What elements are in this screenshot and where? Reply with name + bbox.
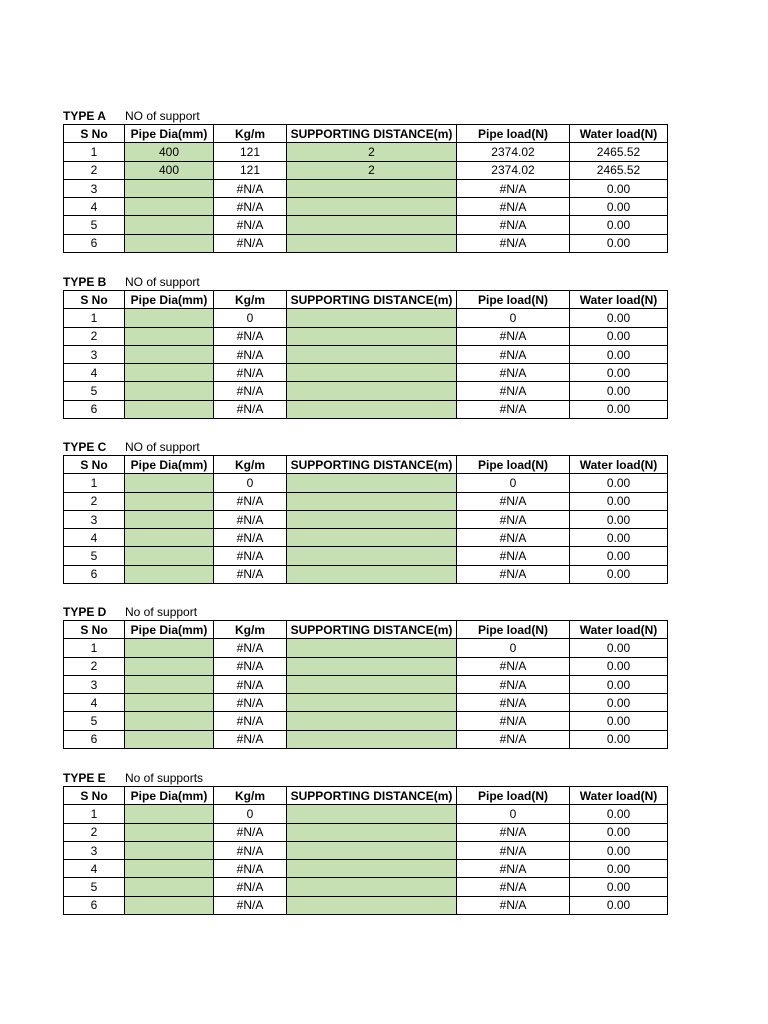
sno-cell: 2 xyxy=(64,161,125,179)
header-row xyxy=(64,456,668,474)
table-row xyxy=(64,216,668,234)
table-row xyxy=(64,234,668,252)
kg-per-m-cell: #N/A xyxy=(214,694,287,712)
pipe-dia-cell[interactable] xyxy=(125,400,214,418)
sno-cell: 5 xyxy=(64,547,125,565)
type-label: TYPE D xyxy=(63,605,107,619)
water-load-cell: 0.00 xyxy=(570,309,668,327)
water-load-cell: 0.00 xyxy=(570,657,668,675)
kg-per-m-cell: #N/A xyxy=(214,841,287,859)
water-load-cell: 0.00 xyxy=(570,216,668,234)
kg-per-m-cell: #N/A xyxy=(214,382,287,400)
water-load-cell: 0.00 xyxy=(570,345,668,363)
sno-cell: 3 xyxy=(64,179,125,197)
water-load-cell: 0.00 xyxy=(570,730,668,748)
kg-per-m-cell: 121 xyxy=(214,143,287,161)
type-label: TYPE B xyxy=(63,275,107,289)
pipe-dia-cell[interactable] xyxy=(125,529,214,547)
type-e-block xyxy=(63,770,667,915)
supporting-distance-cell[interactable] xyxy=(287,675,457,693)
pipe-load-cell: #N/A xyxy=(457,529,570,547)
pipe-dia-cell[interactable] xyxy=(125,860,214,878)
supporting-distance-cell[interactable] xyxy=(287,639,457,657)
header-supporting-distance: SUPPORTING DISTANCE(m) xyxy=(287,125,457,143)
water-load-cell: 0.00 xyxy=(570,860,668,878)
kg-per-m-cell: #N/A xyxy=(214,327,287,345)
supporting-distance-cell[interactable] xyxy=(287,823,457,841)
sno-cell: 2 xyxy=(64,492,125,510)
kg-per-m-cell: #N/A xyxy=(214,712,287,730)
kg-per-m-cell: #N/A xyxy=(214,198,287,216)
kg-per-m-cell: #N/A xyxy=(214,529,287,547)
table-row xyxy=(64,161,668,179)
supporting-distance-cell[interactable] xyxy=(287,309,457,327)
pipe-load-cell: 0 xyxy=(457,805,570,823)
header-supporting-distance: SUPPORTING DISTANCE(m) xyxy=(287,787,457,805)
type-d-block xyxy=(63,604,667,749)
header-pipe-load: Pipe load(N) xyxy=(457,125,570,143)
header-supporting-distance: SUPPORTING DISTANCE(m) xyxy=(287,291,457,309)
pipe-load-cell: #N/A xyxy=(457,841,570,859)
header-pipe-load: Pipe load(N) xyxy=(457,621,570,639)
table-row xyxy=(64,474,668,492)
header-sno: S No xyxy=(64,787,125,805)
supporting-distance-cell[interactable] xyxy=(287,565,457,583)
pipe-load-cell: #N/A xyxy=(457,198,570,216)
pipe-load-cell: #N/A xyxy=(457,216,570,234)
supporting-distance-cell[interactable] xyxy=(287,860,457,878)
supporting-distance-cell[interactable] xyxy=(287,547,457,565)
kg-per-m-cell: #N/A xyxy=(214,364,287,382)
kg-per-m-cell: #N/A xyxy=(214,675,287,693)
pipe-dia-cell[interactable] xyxy=(125,327,214,345)
table-row xyxy=(64,730,668,748)
pipe-dia-cell[interactable] xyxy=(125,712,214,730)
pipe-dia-cell[interactable]: 400 xyxy=(125,161,214,179)
pipe-load-cell: 0 xyxy=(457,309,570,327)
supporting-distance-cell[interactable] xyxy=(287,179,457,197)
kg-per-m-cell: #N/A xyxy=(214,823,287,841)
kg-per-m-cell: #N/A xyxy=(214,639,287,657)
block-title xyxy=(63,274,667,290)
sno-cell: 4 xyxy=(64,694,125,712)
water-load-cell: 0.00 xyxy=(570,694,668,712)
pipe-load-cell: #N/A xyxy=(457,179,570,197)
header-sno: S No xyxy=(64,125,125,143)
kg-per-m-cell: #N/A xyxy=(214,400,287,418)
table-row xyxy=(64,492,668,510)
water-load-cell: 0.00 xyxy=(570,474,668,492)
kg-per-m-cell: 0 xyxy=(214,309,287,327)
supporting-distance-cell[interactable]: 2 xyxy=(287,161,457,179)
supporting-distance-cell[interactable] xyxy=(287,510,457,528)
table-row xyxy=(64,327,668,345)
supporting-distance-cell[interactable] xyxy=(287,694,457,712)
header-row xyxy=(64,621,668,639)
header-supporting-distance: SUPPORTING DISTANCE(m) xyxy=(287,621,457,639)
sno-cell: 2 xyxy=(64,657,125,675)
pipe-dia-cell[interactable] xyxy=(125,675,214,693)
type-b-table xyxy=(63,290,668,419)
water-load-cell: 0.00 xyxy=(570,327,668,345)
supporting-distance-cell[interactable] xyxy=(287,327,457,345)
table-row xyxy=(64,309,668,327)
type-label: TYPE C xyxy=(63,440,107,454)
table-row xyxy=(64,694,668,712)
supporting-distance-cell[interactable] xyxy=(287,364,457,382)
type-e-table xyxy=(63,786,668,915)
pipe-dia-cell[interactable] xyxy=(125,198,214,216)
table-row xyxy=(64,878,668,896)
header-pipe-dia: Pipe Dia(mm) xyxy=(125,621,214,639)
kg-per-m-cell: #N/A xyxy=(214,730,287,748)
table-row xyxy=(64,675,668,693)
table-row xyxy=(64,382,668,400)
pipe-dia-cell[interactable] xyxy=(125,216,214,234)
kg-per-m-cell: 0 xyxy=(214,805,287,823)
header-kg-per-m: Kg/m xyxy=(214,456,287,474)
sno-cell: 4 xyxy=(64,364,125,382)
supporting-distance-cell[interactable] xyxy=(287,712,457,730)
sno-cell: 4 xyxy=(64,860,125,878)
sno-cell: 3 xyxy=(64,841,125,859)
header-pipe-dia: Pipe Dia(mm) xyxy=(125,291,214,309)
header-row xyxy=(64,291,668,309)
supporting-distance-cell[interactable] xyxy=(287,841,457,859)
support-count-label: NO of support xyxy=(125,275,200,289)
supporting-distance-cell[interactable] xyxy=(287,382,457,400)
pipe-load-cell: #N/A xyxy=(457,364,570,382)
pipe-dia-cell[interactable] xyxy=(125,382,214,400)
sno-cell: 5 xyxy=(64,216,125,234)
sno-cell: 5 xyxy=(64,712,125,730)
pipe-load-cell: #N/A xyxy=(457,694,570,712)
supporting-distance-cell[interactable] xyxy=(287,216,457,234)
table-row xyxy=(64,345,668,363)
pipe-dia-cell[interactable] xyxy=(125,492,214,510)
sno-cell: 2 xyxy=(64,327,125,345)
header-kg-per-m: Kg/m xyxy=(214,125,287,143)
sno-cell: 1 xyxy=(64,474,125,492)
pipe-dia-cell[interactable] xyxy=(125,364,214,382)
pipe-load-cell: #N/A xyxy=(457,234,570,252)
type-label: TYPE E xyxy=(63,771,106,785)
sno-cell: 1 xyxy=(64,143,125,161)
water-load-cell: 2465.52 xyxy=(570,143,668,161)
pipe-dia-cell[interactable] xyxy=(125,565,214,583)
pipe-dia-cell[interactable] xyxy=(125,345,214,363)
type-d-table xyxy=(63,620,668,749)
table-row xyxy=(64,400,668,418)
pipe-load-cell: #N/A xyxy=(457,860,570,878)
table-row xyxy=(64,639,668,657)
pipe-dia-cell[interactable] xyxy=(125,234,214,252)
supporting-distance-cell[interactable] xyxy=(287,805,457,823)
sno-cell: 5 xyxy=(64,878,125,896)
table-row xyxy=(64,565,668,583)
header-pipe-dia: Pipe Dia(mm) xyxy=(125,125,214,143)
pipe-load-cell: #N/A xyxy=(457,657,570,675)
support-count-label: NO of support xyxy=(125,440,200,454)
pipe-load-cell: 0 xyxy=(457,639,570,657)
water-load-cell: 0.00 xyxy=(570,565,668,583)
table-row xyxy=(64,657,668,675)
support-count-label: No of support xyxy=(125,605,198,619)
pipe-dia-cell[interactable] xyxy=(125,547,214,565)
sno-cell: 4 xyxy=(64,198,125,216)
water-load-cell: 0.00 xyxy=(570,492,668,510)
water-load-cell: 0.00 xyxy=(570,639,668,657)
block-title xyxy=(63,770,667,786)
sno-cell: 2 xyxy=(64,823,125,841)
header-water-load: Water load(N) xyxy=(570,787,668,805)
supporting-distance-cell[interactable] xyxy=(287,896,457,914)
table-row xyxy=(64,179,668,197)
pipe-dia-cell[interactable] xyxy=(125,878,214,896)
header-row xyxy=(64,125,668,143)
sno-cell: 6 xyxy=(64,896,125,914)
header-supporting-distance: SUPPORTING DISTANCE(m) xyxy=(287,456,457,474)
water-load-cell: 0.00 xyxy=(570,712,668,730)
pipe-load-cell: #N/A xyxy=(457,547,570,565)
kg-per-m-cell: #N/A xyxy=(214,565,287,583)
pipe-dia-cell[interactable] xyxy=(125,657,214,675)
kg-per-m-cell: #N/A xyxy=(214,896,287,914)
table-row xyxy=(64,547,668,565)
support-count-label: No of supports xyxy=(125,771,204,785)
pipe-dia-cell[interactable] xyxy=(125,805,214,823)
pipe-dia-cell[interactable] xyxy=(125,474,214,492)
water-load-cell: 0.00 xyxy=(570,896,668,914)
supporting-distance-cell[interactable] xyxy=(287,657,457,675)
sno-cell: 6 xyxy=(64,565,125,583)
pipe-load-cell: #N/A xyxy=(457,400,570,418)
table-row xyxy=(64,823,668,841)
table-row xyxy=(64,198,668,216)
table-row xyxy=(64,805,668,823)
water-load-cell: 2465.52 xyxy=(570,161,668,179)
type-c-block xyxy=(63,439,667,584)
table-row xyxy=(64,841,668,859)
pipe-dia-cell[interactable] xyxy=(125,694,214,712)
pipe-load-cell: #N/A xyxy=(457,510,570,528)
water-load-cell: 0.00 xyxy=(570,805,668,823)
supporting-distance-cell[interactable] xyxy=(287,878,457,896)
pipe-load-cell: #N/A xyxy=(457,345,570,363)
header-sno: S No xyxy=(64,291,125,309)
pipe-dia-cell[interactable] xyxy=(125,179,214,197)
pipe-load-cell: #N/A xyxy=(457,382,570,400)
header-pipe-dia: Pipe Dia(mm) xyxy=(125,787,214,805)
table-row xyxy=(64,529,668,547)
header-water-load: Water load(N) xyxy=(570,456,668,474)
pipe-dia-cell[interactable] xyxy=(125,823,214,841)
header-water-load: Water load(N) xyxy=(570,125,668,143)
block-title xyxy=(63,604,667,620)
water-load-cell: 0.00 xyxy=(570,510,668,528)
sno-cell: 6 xyxy=(64,730,125,748)
table-row xyxy=(64,860,668,878)
kg-per-m-cell: #N/A xyxy=(214,345,287,363)
water-load-cell: 0.00 xyxy=(570,234,668,252)
pipe-dia-cell[interactable] xyxy=(125,896,214,914)
water-load-cell: 0.00 xyxy=(570,198,668,216)
kg-per-m-cell: #N/A xyxy=(214,216,287,234)
pipe-load-cell: #N/A xyxy=(457,878,570,896)
water-load-cell: 0.00 xyxy=(570,547,668,565)
pipe-load-cell: 2374.02 xyxy=(457,161,570,179)
header-kg-per-m: Kg/m xyxy=(214,621,287,639)
pipe-dia-cell[interactable]: 400 xyxy=(125,143,214,161)
kg-per-m-cell: #N/A xyxy=(214,657,287,675)
table-row xyxy=(64,143,668,161)
supporting-distance-cell[interactable] xyxy=(287,234,457,252)
pipe-load-cell: #N/A xyxy=(457,327,570,345)
header-pipe-load: Pipe load(N) xyxy=(457,291,570,309)
kg-per-m-cell: 121 xyxy=(214,161,287,179)
header-pipe-dia: Pipe Dia(mm) xyxy=(125,456,214,474)
supporting-distance-cell[interactable] xyxy=(287,474,457,492)
header-water-load: Water load(N) xyxy=(570,291,668,309)
support-count-label: NO of support xyxy=(125,109,200,123)
kg-per-m-cell: #N/A xyxy=(214,492,287,510)
table-row xyxy=(64,364,668,382)
sno-cell: 6 xyxy=(64,234,125,252)
pipe-dia-cell[interactable] xyxy=(125,730,214,748)
pipe-dia-cell[interactable] xyxy=(125,510,214,528)
water-load-cell: 0.00 xyxy=(570,400,668,418)
sno-cell: 5 xyxy=(64,382,125,400)
pipe-dia-cell[interactable] xyxy=(125,841,214,859)
water-load-cell: 0.00 xyxy=(570,179,668,197)
pipe-load-cell: #N/A xyxy=(457,675,570,693)
water-load-cell: 0.00 xyxy=(570,364,668,382)
type-label: TYPE A xyxy=(63,109,106,123)
kg-per-m-cell: #N/A xyxy=(214,179,287,197)
supporting-distance-cell[interactable] xyxy=(287,345,457,363)
water-load-cell: 0.00 xyxy=(570,382,668,400)
pipe-load-cell: #N/A xyxy=(457,492,570,510)
pipe-dia-cell[interactable] xyxy=(125,639,214,657)
type-a-table xyxy=(63,124,668,253)
sno-cell: 3 xyxy=(64,345,125,363)
header-row xyxy=(64,787,668,805)
pipe-load-cell: #N/A xyxy=(457,565,570,583)
header-water-load: Water load(N) xyxy=(570,621,668,639)
pipe-load-cell: #N/A xyxy=(457,712,570,730)
water-load-cell: 0.00 xyxy=(570,675,668,693)
kg-per-m-cell: 0 xyxy=(214,474,287,492)
header-kg-per-m: Kg/m xyxy=(214,291,287,309)
supporting-distance-cell[interactable] xyxy=(287,529,457,547)
supporting-distance-cell[interactable] xyxy=(287,730,457,748)
sno-cell: 1 xyxy=(64,805,125,823)
kg-per-m-cell: #N/A xyxy=(214,878,287,896)
pipe-load-cell: #N/A xyxy=(457,730,570,748)
pipe-load-cell: 2374.02 xyxy=(457,143,570,161)
water-load-cell: 0.00 xyxy=(570,878,668,896)
table-row xyxy=(64,896,668,914)
pipe-dia-cell[interactable] xyxy=(125,309,214,327)
sno-cell: 6 xyxy=(64,400,125,418)
header-sno: S No xyxy=(64,621,125,639)
sno-cell: 3 xyxy=(64,510,125,528)
table-row xyxy=(64,510,668,528)
header-pipe-load: Pipe load(N) xyxy=(457,456,570,474)
sno-cell: 1 xyxy=(64,639,125,657)
water-load-cell: 0.00 xyxy=(570,841,668,859)
type-a-block xyxy=(63,108,667,253)
pipe-load-cell: 0 xyxy=(457,474,570,492)
kg-per-m-cell: #N/A xyxy=(214,234,287,252)
sno-cell: 4 xyxy=(64,529,125,547)
pipe-load-cell: #N/A xyxy=(457,896,570,914)
sno-cell: 3 xyxy=(64,675,125,693)
table-row xyxy=(64,712,668,730)
kg-per-m-cell: #N/A xyxy=(214,860,287,878)
type-b-block xyxy=(63,274,667,419)
water-load-cell: 0.00 xyxy=(570,823,668,841)
block-title xyxy=(63,108,667,124)
header-kg-per-m: Kg/m xyxy=(214,787,287,805)
kg-per-m-cell: #N/A xyxy=(214,547,287,565)
block-title xyxy=(63,439,667,455)
water-load-cell: 0.00 xyxy=(570,529,668,547)
pipe-load-cell: #N/A xyxy=(457,823,570,841)
supporting-distance-cell[interactable]: 2 xyxy=(287,143,457,161)
sno-cell: 1 xyxy=(64,309,125,327)
supporting-distance-cell[interactable] xyxy=(287,492,457,510)
kg-per-m-cell: #N/A xyxy=(214,510,287,528)
type-c-table xyxy=(63,455,668,584)
header-sno: S No xyxy=(64,456,125,474)
header-pipe-load: Pipe load(N) xyxy=(457,787,570,805)
supporting-distance-cell[interactable] xyxy=(287,400,457,418)
supporting-distance-cell[interactable] xyxy=(287,198,457,216)
